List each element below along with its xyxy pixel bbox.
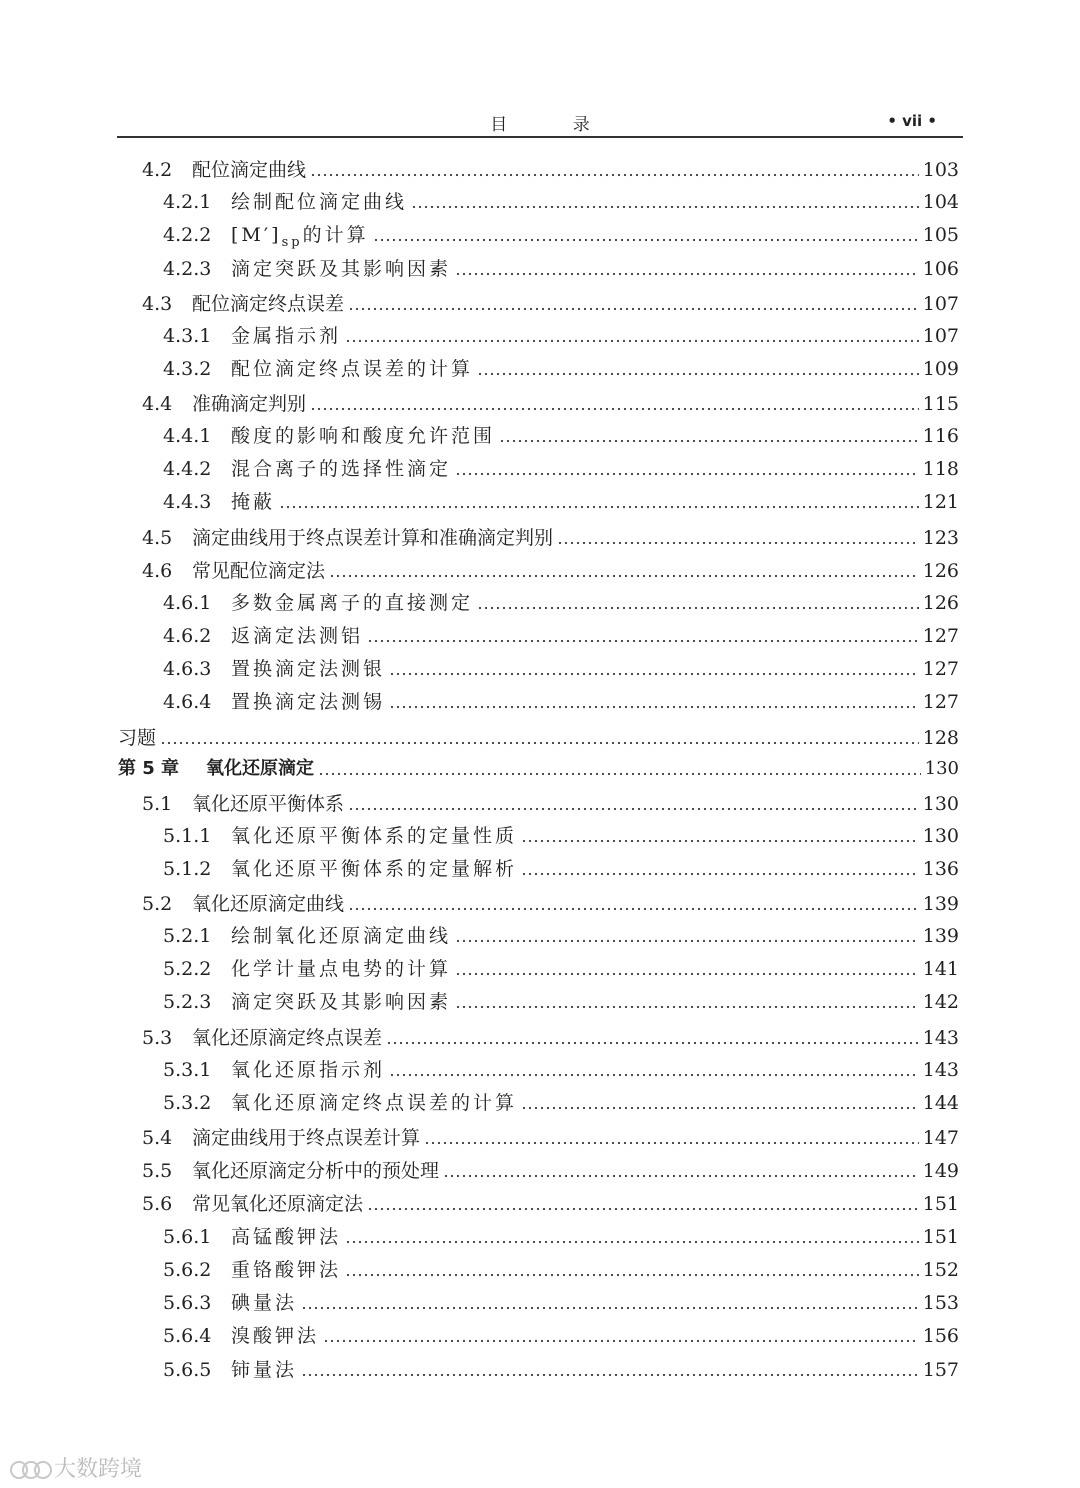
dot-leader	[521, 823, 919, 849]
dot-leader	[477, 356, 919, 382]
toc-entry-page: 126	[922, 560, 959, 582]
toc-entry-title: 滴定曲线用于终点误差计算	[192, 1127, 421, 1149]
toc-entry-title: 准确滴定判别	[192, 393, 307, 415]
toc-entry[interactable]	[163, 456, 959, 482]
toc-entry[interactable]	[163, 1057, 959, 1083]
toc-entry-title: 滴定突跃及其影响因素	[231, 991, 452, 1013]
toc-entry[interactable]	[142, 1158, 959, 1184]
toc-entry-title: 氧化还原滴定分析中的预处理	[192, 1160, 440, 1182]
toc-entry-title: 返滴定法测铝	[231, 625, 364, 647]
toc-entry-page: 123	[922, 527, 959, 549]
dot-leader	[345, 323, 919, 349]
toc-entry[interactable]	[118, 725, 959, 751]
dot-leader	[521, 1090, 919, 1116]
toc-entry[interactable]	[142, 1125, 959, 1151]
dot-leader	[348, 791, 919, 817]
toc-entry-page: 151	[922, 1226, 959, 1248]
toc-entry-page: 136	[922, 858, 959, 880]
toc-entry[interactable]	[163, 489, 959, 515]
toc-entry[interactable]	[163, 823, 959, 849]
dot-leader	[557, 525, 919, 551]
toc-entry-number: 5.6.1	[163, 1226, 212, 1248]
dot-leader	[424, 1125, 919, 1151]
toc-entry-number: 5.6.2	[163, 1259, 212, 1281]
watermark	[10, 1452, 142, 1483]
toc-entry-number: 4.3.1	[163, 325, 212, 347]
header-page-number: • vii •	[887, 112, 937, 130]
toc-entry-title: 高锰酸钾法	[231, 1226, 342, 1248]
toc-entry[interactable]	[163, 189, 959, 215]
toc-entry[interactable]	[142, 1191, 959, 1217]
dot-leader	[329, 558, 919, 584]
toc-entry[interactable]	[163, 323, 959, 349]
toc-entry-number: 4.6.3	[163, 658, 212, 680]
toc-entry-page: 141	[922, 958, 959, 980]
toc-entry-title: 置换滴定法测锡	[231, 691, 386, 713]
toc-entry-number: 5.5	[142, 1160, 173, 1182]
toc-entry-page: 105	[922, 224, 959, 246]
toc-entry-number: 5.1.2	[163, 858, 212, 880]
dot-leader	[389, 689, 919, 715]
toc-entry[interactable]	[163, 989, 959, 1015]
toc-entry-number: 4.6.1	[163, 592, 212, 614]
toc-entry-number: 5.6.3	[163, 1292, 212, 1314]
dot-leader	[455, 956, 919, 982]
toc-entry-title: 铈量法	[231, 1359, 298, 1381]
toc-entry-title: 氧化还原滴定	[206, 758, 314, 779]
toc-entry[interactable]	[142, 525, 959, 551]
toc-entry-page: 156	[922, 1325, 959, 1347]
dot-leader	[310, 157, 919, 183]
toc-entry-title: 碘量法	[231, 1292, 298, 1314]
toc-entry-title: 氧化还原滴定终点误差的计算	[231, 1092, 518, 1114]
dot-leader	[318, 756, 921, 782]
toc-entry-page: 127	[922, 625, 959, 647]
toc-entry[interactable]	[163, 1323, 959, 1349]
toc-entry-number: 4.2.3	[163, 258, 212, 280]
toc-entry-page: 152	[922, 1259, 959, 1281]
toc-entry-title: 氧化还原滴定曲线	[192, 893, 345, 915]
toc-entry[interactable]	[163, 1090, 959, 1116]
toc-entry[interactable]	[142, 157, 959, 183]
toc-entry-title: 常见配位滴定法	[192, 560, 326, 582]
toc-entry-number: 5.6.5	[163, 1359, 212, 1381]
dot-leader	[301, 1357, 919, 1383]
toc-entry-number: 第 5 章	[118, 758, 180, 779]
toc-entry-title: 混合离子的选择性滴定	[231, 458, 452, 480]
toc-entry-page: 151	[922, 1193, 959, 1215]
toc-entry[interactable]	[163, 1290, 959, 1316]
toc-entry-title: 氧化还原平衡体系的定量解析	[231, 858, 518, 880]
toc-entry-number: 5.3.2	[163, 1092, 212, 1114]
toc-entry[interactable]	[142, 558, 959, 584]
toc-entry[interactable]	[163, 956, 959, 982]
page-header	[117, 108, 963, 138]
toc-entry-number: 4.2.2	[163, 224, 212, 246]
toc-entry-number: 4.4.3	[163, 491, 212, 513]
toc-entry-number: 4.2	[142, 159, 173, 181]
toc-entry-title: 化学计量点电势的计算	[231, 958, 452, 980]
dot-leader	[345, 1257, 919, 1283]
dot-leader	[411, 189, 919, 215]
toc-entry-number: 5.4	[142, 1127, 173, 1149]
toc-entry-title: 多数金属离子的直接测定	[231, 592, 474, 614]
toc-entry-number: 5.2.2	[163, 958, 212, 980]
toc-entry-title: 掩蔽	[231, 491, 276, 513]
dot-leader	[348, 291, 919, 317]
toc-entry-page: 107	[922, 293, 959, 315]
toc-entry[interactable]	[163, 590, 959, 616]
toc-entry[interactable]	[118, 756, 959, 782]
toc-entry-number: 4.6.2	[163, 625, 212, 647]
dot-leader	[386, 1025, 919, 1051]
dot-leader	[348, 891, 919, 917]
toc-entry-page: 128	[922, 727, 959, 749]
dot-leader	[521, 856, 919, 882]
dot-leader	[443, 1158, 919, 1184]
dot-leader	[389, 656, 919, 682]
toc-entry[interactable]	[142, 891, 959, 917]
toc-entry-title: 金属指示剂	[231, 325, 342, 347]
toc-entry-title: 重铬酸钾法	[231, 1259, 342, 1281]
toc-entry-title: 酸度的影响和酸度允许范围	[231, 425, 496, 447]
toc-entry-page: 116	[922, 425, 959, 447]
toc-entry-number: 5.1	[142, 793, 173, 815]
toc-entry-page: 142	[922, 991, 959, 1013]
toc-entry-title: 配位滴定终点误差	[192, 293, 345, 315]
dot-leader	[345, 1224, 919, 1250]
toc-entry[interactable]	[142, 391, 959, 417]
dot-leader	[279, 489, 919, 515]
toc-entry[interactable]	[163, 1224, 959, 1250]
toc-entry-number: 5.6	[142, 1193, 173, 1215]
toc-entry[interactable]	[163, 423, 959, 449]
dot-leader	[455, 923, 919, 949]
toc-entry-title: 配位滴定曲线	[192, 159, 307, 181]
toc-entry-number: 4.6	[142, 560, 173, 582]
toc-entry-page: 130	[922, 825, 959, 847]
toc-entry-title: 绘制氧化还原滴定曲线	[231, 925, 452, 947]
toc-entry[interactable]	[163, 689, 959, 715]
toc-entry-page: 139	[922, 925, 959, 947]
dot-leader	[160, 725, 919, 751]
toc-entry-page: 130	[924, 758, 959, 779]
toc-entry-number: 5.2.3	[163, 991, 212, 1013]
toc-entry-title: 习题	[118, 727, 157, 749]
toc-entry-page: 157	[922, 1359, 959, 1381]
toc-entry-page: 147	[922, 1127, 959, 1149]
toc-entry-number: 5.3.1	[163, 1059, 212, 1081]
toc-entry-page: 118	[922, 458, 959, 480]
toc-entry-page: 143	[922, 1027, 959, 1049]
dot-leader	[477, 590, 919, 616]
dot-leader	[301, 1290, 919, 1316]
dot-leader	[367, 623, 919, 649]
toc-entry-page: 115	[922, 393, 959, 415]
toc-entry-number: 4.3.2	[163, 358, 212, 380]
toc-entry-page: 103	[922, 159, 959, 181]
toc-entry-title: 氧化还原指示剂	[231, 1059, 386, 1081]
toc-entry-page: 127	[922, 658, 959, 680]
toc-entry-number: 5.2.1	[163, 925, 212, 947]
dot-leader	[499, 423, 919, 449]
toc-entry-number: 4.4.1	[163, 425, 212, 447]
header-title: 目 录	[490, 115, 620, 135]
toc-entry-page: 149	[922, 1160, 959, 1182]
toc-entry-number: 5.1.1	[163, 825, 212, 847]
toc-entry-title: 置换滴定法测银	[231, 658, 386, 680]
toc-entry-title: 氧化还原滴定终点误差	[192, 1027, 383, 1049]
dot-leader	[455, 989, 919, 1015]
toc-entry-number: 5.2	[142, 893, 173, 915]
watermark-text: 大数跨境	[54, 1457, 143, 1482]
dot-leader	[310, 391, 919, 417]
toc-entry-page: 126	[922, 592, 959, 614]
toc-entry[interactable]	[142, 791, 959, 817]
toc-entry-page: 104	[922, 191, 959, 213]
toc-entry-number: 4.6.4	[163, 691, 212, 713]
toc-entry[interactable]	[142, 291, 959, 317]
toc-entry[interactable]	[163, 356, 959, 382]
toc-entry-page: 153	[922, 1292, 959, 1314]
toc-entry-page: 106	[922, 258, 959, 280]
toc-entry-page: 144	[922, 1092, 959, 1114]
toc-entry[interactable]	[163, 923, 959, 949]
dot-leader	[323, 1323, 919, 1349]
toc-entry-page: 130	[922, 793, 959, 815]
toc-entry-number: 4.4.2	[163, 458, 212, 480]
toc-entry[interactable]	[163, 1357, 959, 1383]
toc-entry-title: 常见氧化还原滴定法	[192, 1193, 364, 1215]
toc-entry[interactable]	[163, 222, 959, 248]
logo-icon	[10, 1457, 50, 1479]
toc-entry-number: 4.5	[142, 527, 173, 549]
toc-entry-title: 绘制配位滴定曲线	[231, 191, 408, 213]
toc-entry[interactable]	[163, 623, 959, 649]
toc-entry[interactable]	[142, 1025, 959, 1051]
toc-entry-title: 溴酸钾法	[231, 1325, 320, 1347]
toc-entry[interactable]	[163, 656, 959, 682]
toc-entry-number: 5.3	[142, 1027, 173, 1049]
toc-entry[interactable]	[163, 256, 959, 282]
toc-entry[interactable]	[163, 1257, 959, 1283]
toc-entry[interactable]	[163, 856, 959, 882]
dot-leader	[367, 1191, 919, 1217]
toc-entry-number: 4.3	[142, 293, 173, 315]
dot-leader	[455, 456, 919, 482]
dot-leader	[373, 222, 919, 248]
toc-entry-page: 127	[922, 691, 959, 713]
toc-entry-number: 4.4	[142, 393, 173, 415]
toc-entry-page: 143	[922, 1059, 959, 1081]
toc-entry-page: 107	[922, 325, 959, 347]
toc-entry-page: 121	[922, 491, 959, 513]
toc-entry-page: 139	[922, 893, 959, 915]
toc-entry-number: 5.6.4	[163, 1325, 212, 1347]
dot-leader	[455, 256, 919, 282]
toc-entry-title: 氧化还原平衡体系	[192, 793, 345, 815]
toc-entry-title: 滴定曲线用于终点误差计算和准确滴定判别	[192, 527, 554, 549]
toc-entry-title: 滴定突跃及其影响因素	[231, 258, 452, 280]
toc-entry-title: 配位滴定终点误差的计算	[231, 358, 474, 380]
toc-entry-title: $[M']_{sp}$的计算	[231, 224, 369, 250]
toc-entry-number: 4.2.1	[163, 191, 212, 213]
toc-entry-page: 109	[922, 358, 959, 380]
dot-leader	[389, 1057, 919, 1083]
toc-entry-title: 氧化还原平衡体系的定量性质	[231, 825, 518, 847]
